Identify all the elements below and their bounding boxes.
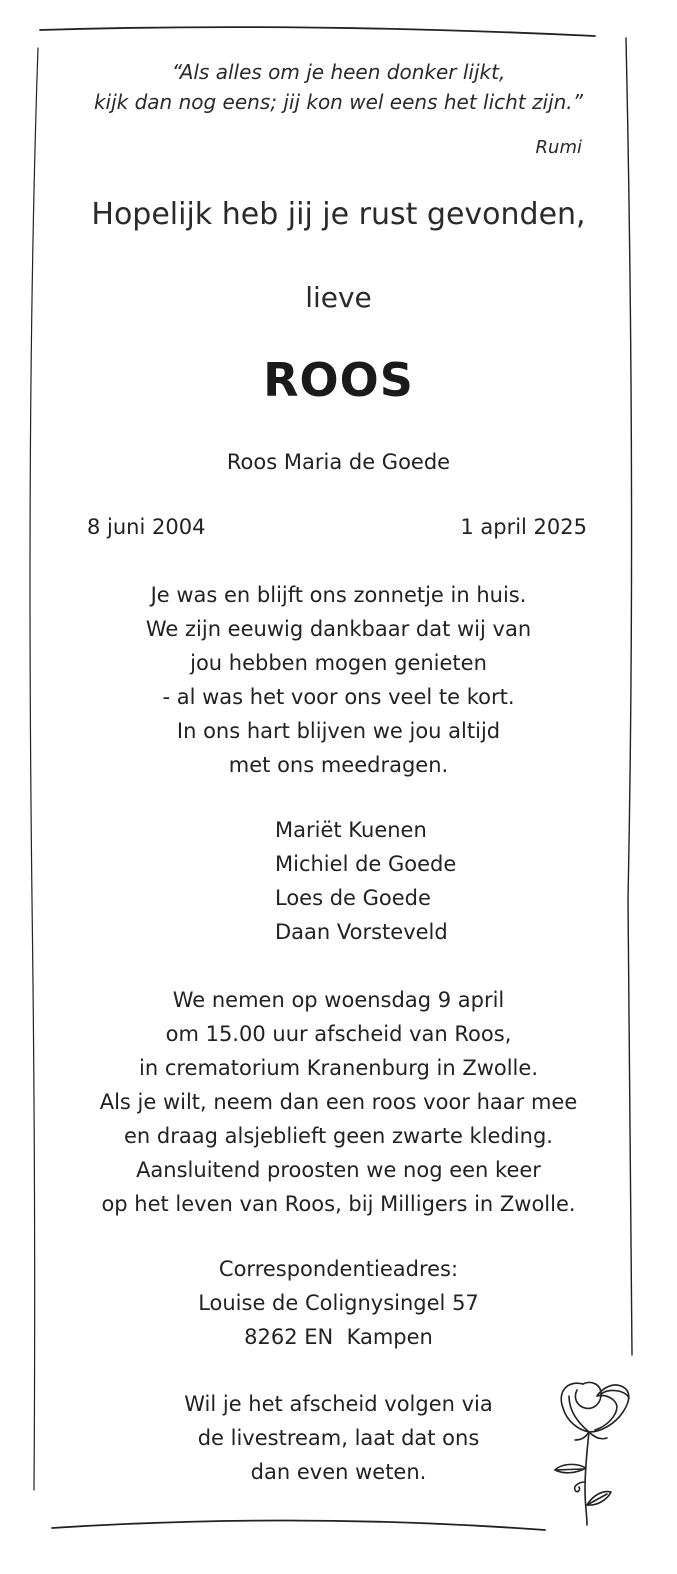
address-city: 8262 EN Kampen (244, 1325, 433, 1349)
livestream-line: Wil je het afscheid volgen via (184, 1392, 493, 1416)
message-line: We zijn eeuwig dankbaar dat wij van (145, 617, 532, 641)
signer: Loes de Goede (275, 886, 431, 910)
ceremony-line: Aansluitend proosten we nog een keer (136, 1158, 541, 1182)
quote-author: Rumi (535, 137, 582, 158)
message-line: Je was en blijft ons zonnetje in huis. (150, 583, 527, 607)
ceremony-line: We nemen op woensdag 9 april (172, 988, 505, 1012)
signer: Daan Vorsteveld (275, 920, 448, 944)
deceased-name: ROOS (263, 353, 414, 407)
ceremony-details (0, 983, 677, 1221)
correspondence-label: Correspondentieadres: (218, 1257, 459, 1281)
message-line: met ons meedragen. (228, 753, 449, 777)
message-line: jou hebben mogen genieten (190, 651, 487, 675)
quote-line-1: “Als alles om je heen donker lijkt, (171, 60, 506, 84)
message-line: In ons hart blijven we jou altijd (176, 719, 501, 743)
signers-list (275, 813, 456, 949)
ceremony-line: op het leven van Roos, bij Milligers in Zwolle. (101, 1192, 576, 1216)
message-line: - al was het voor ons veel te kort. (162, 685, 515, 709)
livestream-line: de livestream, laat dat ons (197, 1426, 480, 1450)
salutation: lieve (305, 281, 372, 314)
ceremony-line: om 15.00 uur afscheid van Roos, (165, 1022, 512, 1046)
ceremony-line: in crematorium Kranenburg in Zwolle. (139, 1056, 538, 1080)
livestream-line: dan even weten. (250, 1460, 427, 1484)
signer: Mariët Kuenen (275, 818, 427, 842)
quote (0, 57, 677, 117)
correspondence-address (0, 1252, 677, 1354)
ceremony-line: en draag alsjeblieft geen zwarte kleding. (124, 1124, 553, 1148)
message (0, 578, 677, 782)
rose-icon (545, 1370, 645, 1530)
frame-top-line (40, 27, 595, 36)
address-street: Louise de Colignysingel 57 (198, 1291, 479, 1315)
heading: Hopelijk heb jij je rust gevonden, (91, 197, 586, 232)
quote-line-2: kijk dan nog eens; jij kon wel eens het licht zijn.” (93, 90, 584, 114)
signer: Michiel de Goede (275, 852, 457, 876)
ceremony-line: Als je wilt, neem dan een roos voor haar mee (99, 1090, 578, 1114)
death-date: 1 april 2025 (460, 515, 587, 539)
full-name: Roos Maria de Goede (226, 450, 451, 474)
birth-date: 8 juni 2004 (87, 515, 206, 539)
frame-bottom-line (52, 1520, 545, 1530)
